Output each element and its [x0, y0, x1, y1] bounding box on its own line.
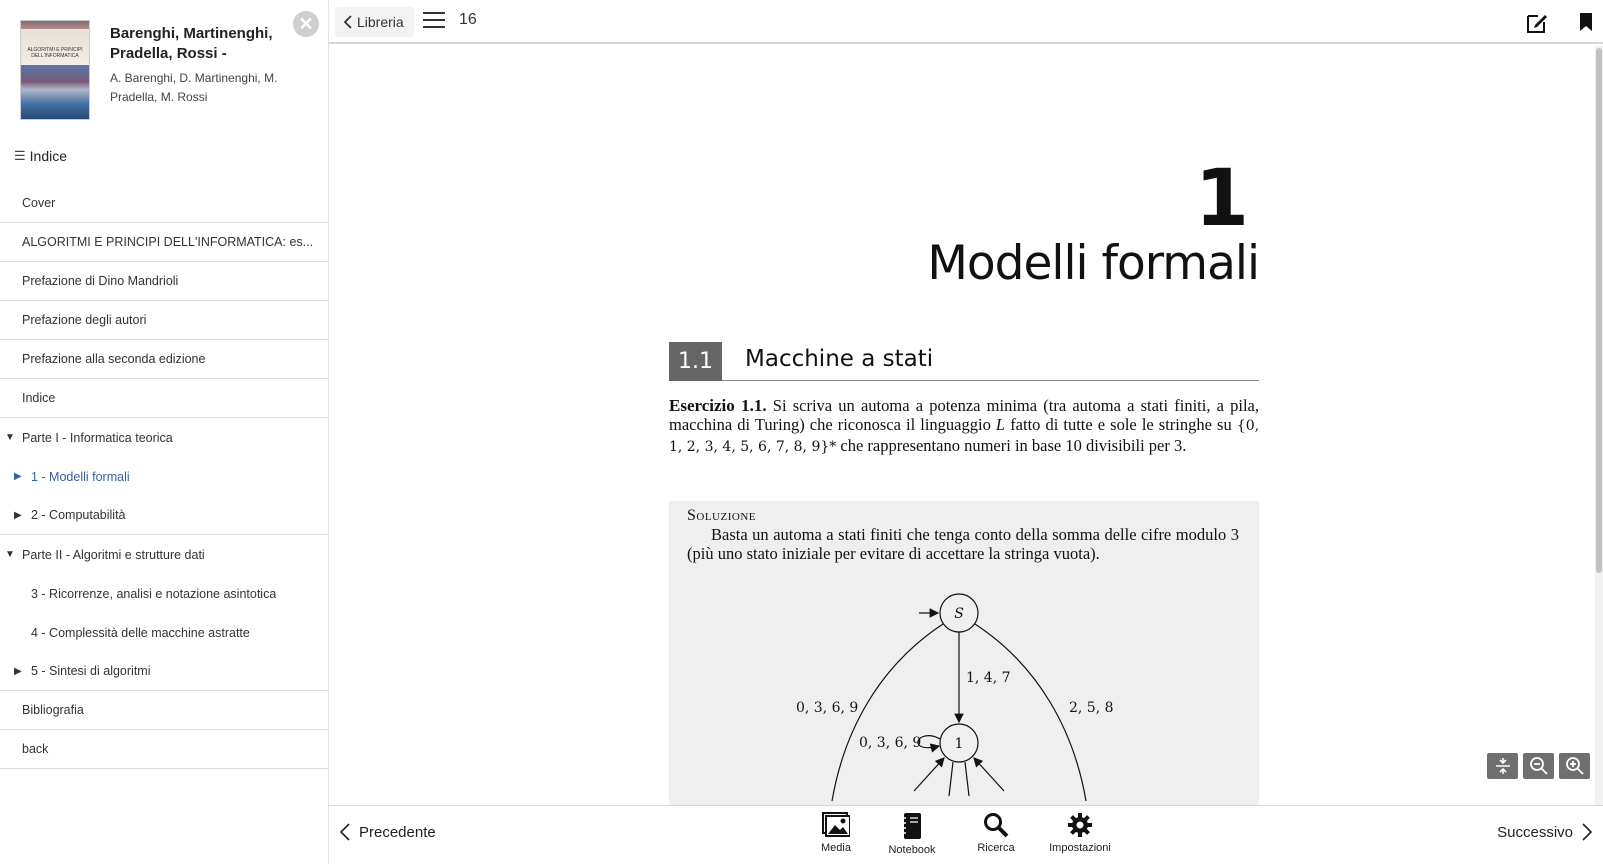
exercise-variable: L [995, 415, 1006, 434]
close-icon: ✕ [298, 14, 314, 34]
toc-item-label: Prefazione degli autori [22, 313, 147, 327]
search-button[interactable] [956, 812, 1036, 854]
exercise-text-3: che rappresentano numeri in base 10 divisibili per 3. [840, 436, 1187, 455]
chevron-left-icon [339, 823, 351, 841]
toc-item-label: Parte I - Informatica teorica [22, 430, 173, 445]
caret-right-icon[interactable]: ▶ [14, 471, 22, 482]
toc-item-label: Indice [22, 391, 56, 405]
notebook-label: Notebook [888, 844, 936, 856]
media-button[interactable] [796, 812, 876, 854]
solution-heading: Soluzione [687, 507, 756, 524]
toc-chapter-5[interactable] [0, 652, 329, 691]
close-sidebar-button[interactable] [293, 11, 319, 37]
zoom-out-icon [1529, 756, 1549, 776]
next-label: Successivo [1497, 823, 1573, 841]
zoom-in-button[interactable] [1559, 753, 1590, 779]
toc-part-1[interactable] [0, 418, 329, 457]
cover-title: ALGORITMI E PRINCIPI DELL'INFORMATICA [27, 47, 83, 59]
reader-scrollbar[interactable] [1595, 46, 1603, 805]
scrollbar-thumb[interactable] [1596, 48, 1602, 573]
caret-down-icon[interactable]: ▼ [5, 432, 15, 443]
toc-chapter-4[interactable] [0, 613, 329, 652]
edit-note-icon[interactable] [1525, 11, 1549, 35]
toc-item-label: Bibliografia [22, 703, 84, 717]
toc-item-preface-authors[interactable] [0, 301, 329, 340]
notebook-button[interactable] [872, 812, 952, 856]
section-title: Macchine a stati [745, 346, 934, 372]
toc-chapter-2[interactable] [0, 496, 329, 535]
toc-item-label: Cover [22, 196, 56, 210]
book-title: Barenghi, Martinenghi, Pradella, Rossi - [110, 25, 273, 62]
search-icon [983, 812, 1009, 838]
settings-button[interactable] [1040, 812, 1120, 854]
toc-item-bibliography[interactable] [0, 691, 329, 730]
search-label: Ricerca [977, 842, 1015, 854]
toc-item-label: 2 - Computabilità [31, 508, 126, 522]
page-number: 16 [459, 11, 477, 28]
zoom-out-button[interactable] [1523, 753, 1554, 779]
library-back-label: Libreria [357, 14, 404, 30]
section-number: 1.1 [669, 342, 722, 381]
gear-icon [1067, 812, 1093, 838]
exercise-label: Esercizio 1.1. [669, 396, 767, 415]
solution-box [669, 501, 1259, 805]
chevron-left-icon [343, 15, 353, 29]
chapter-title: Modelli formali [927, 236, 1259, 291]
top-bar [329, 0, 1603, 44]
state-1-label: 1 [954, 736, 964, 752]
toc-item-title-page[interactable] [0, 223, 329, 262]
edge-out-left [949, 762, 953, 796]
exercise-text-2: fatto di tutte e sole le stringhe su [1010, 415, 1232, 434]
chevron-right-icon [1581, 823, 1593, 841]
book-authors: A. Barenghi, D. Martinenghi, M. Pradella, M. Rossi [110, 71, 278, 104]
toc-item-preface-second-edition[interactable] [0, 340, 329, 379]
toc-item-label: 1 - Modelli formali [31, 469, 130, 484]
list-icon: ☰ [14, 148, 26, 163]
edge-s-1-label: 1, 4, 7 [966, 670, 1011, 686]
state-s-label: S [954, 606, 964, 622]
library-back-button[interactable] [335, 7, 414, 37]
previous-button[interactable] [339, 823, 436, 841]
index-header [14, 148, 67, 164]
hamburger-menu-icon[interactable] [423, 12, 445, 30]
toc-item-cover[interactable] [0, 184, 329, 223]
caret-right-icon[interactable]: ▶ [14, 665, 22, 677]
toc-item-index[interactable] [0, 379, 329, 418]
sidebar [0, 0, 329, 864]
loop-1-label: 0, 3, 6, 9 [859, 735, 922, 751]
toc-item-label: Prefazione alla seconda edizione [22, 352, 206, 366]
book-cover[interactable] [20, 20, 90, 120]
toc-chapter-1[interactable] [0, 457, 329, 496]
toc-item-back[interactable] [0, 730, 329, 769]
edge-right-label: 2, 5, 8 [1069, 700, 1114, 716]
exercise-text-1: Si scriva un automa a potenza minima (tra automa a stati finiti, a pila, macchina di Turing) che riconosca il linguaggio [669, 396, 1259, 434]
toc-item-preface-mandrioli[interactable] [0, 262, 329, 301]
bookmark-icon[interactable] [1578, 12, 1594, 32]
table-of-contents [0, 184, 329, 769]
automaton-diagram [669, 581, 1259, 805]
toc-part-2[interactable] [0, 535, 329, 574]
edge-in-left [914, 758, 944, 791]
solution-text: Basta un automa a stati finiti che tenga conto della somma delle cifre modulo 3 (più uno stato iniziale per evitare di accettare la stringa vuota). [687, 525, 1239, 563]
toc-item-label: back [22, 742, 49, 756]
toc-item-label: 3 - Ricorrenze, analisi e notazione asintotica [31, 586, 277, 601]
edge-out-right [965, 762, 969, 796]
toc-chapter-3[interactable] [0, 574, 329, 613]
book-header [0, 0, 328, 140]
media-icon [822, 812, 850, 838]
settings-label: Impostazioni [1049, 842, 1111, 854]
exercise-text [669, 396, 1259, 457]
edge-in-right [974, 758, 1004, 791]
section-heading [669, 342, 1259, 381]
edge-left-label: 0, 3, 6, 9 [796, 700, 859, 716]
next-button[interactable] [1497, 823, 1593, 841]
caret-right-icon[interactable]: ▶ [14, 509, 22, 521]
bottom-bar [329, 805, 1603, 864]
toc-item-label: 5 - Sintesi di algoritmi [31, 664, 151, 678]
reader-viewport[interactable] [329, 46, 1595, 805]
index-label: Indice [29, 148, 68, 164]
previous-label: Precedente [359, 823, 436, 841]
exercise-set: {0, 1, 2, 3, 4, 5, 6, 7, 8, 9}* [669, 418, 1260, 455]
fit-page-button[interactable] [1487, 753, 1518, 779]
toc-item-label: Prefazione di Dino Mandrioli [22, 274, 179, 288]
zoom-in-icon [1565, 756, 1585, 776]
toc-item-label: 4 - Complessità delle macchine astratte [31, 625, 250, 640]
fit-height-icon [1494, 757, 1512, 775]
toc-item-label: Parte II - Algoritmi e strutture dati [22, 547, 205, 562]
media-label: Media [821, 842, 851, 854]
caret-down-icon[interactable]: ▼ [5, 549, 15, 560]
chapter-number: 1 [1194, 154, 1249, 244]
notebook-icon [901, 812, 923, 840]
toc-item-label: ALGORITMI E PRINCIPI DELL'INFORMATICA: es... [22, 235, 314, 249]
